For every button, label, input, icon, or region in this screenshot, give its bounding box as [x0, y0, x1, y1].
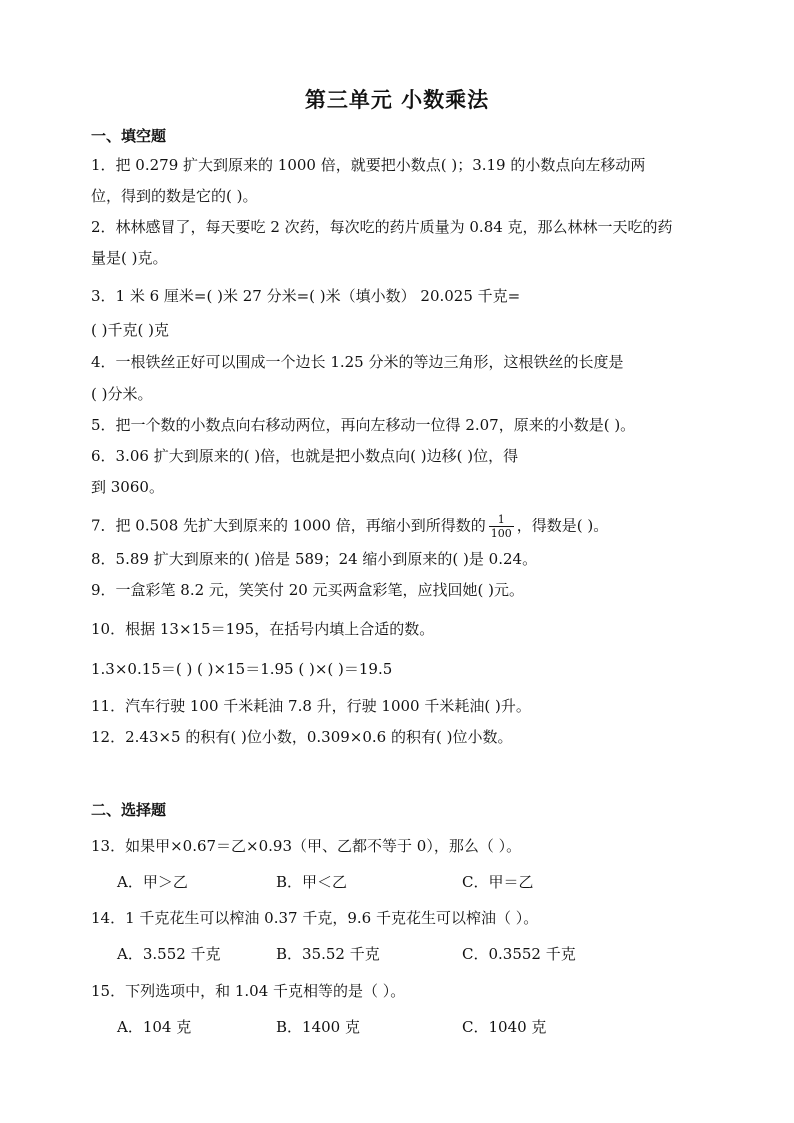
question-4-line-2: ( )分米。 [91, 385, 153, 403]
fraction-denominator: 100 [490, 527, 512, 540]
question-13-option-b: B．甲＜乙 [276, 873, 348, 891]
question-14-option-b: B．35.52 千克 [276, 945, 380, 963]
page-title: 第三单元 小数乘法 [304, 88, 490, 112]
question-5: 5．把一个数的小数点向右移动两位，再向左移动一位得 2.07，原来的小数是( )。 [91, 416, 636, 434]
question-13-option-a: A．甲＞乙 [117, 873, 188, 891]
fraction-numerator: 1 [489, 513, 514, 527]
question-15-option-c: C．1040 克 [462, 1018, 547, 1036]
question-15-option-b: B．1400 克 [276, 1018, 360, 1036]
question-8: 8．5.89 扩大到原来的( )倍是 589；24 缩小到原来的( )是 0.24。 [91, 550, 538, 568]
question-7 [91, 513, 608, 540]
question-14-option-c: C．0.3552 千克 [462, 945, 576, 963]
section-fill-in-blank-heading: 一、填空题 [91, 127, 167, 145]
question-6-line-2: 到 3060。 [91, 478, 164, 496]
question-14-option-a: A．3.552 千克 [117, 945, 221, 963]
question-15-stem: 15．下列选项中，和 1.04 千克相等的是（ ）。 [91, 982, 406, 1000]
question-1-line-2: 位，得到的数是它的( )。 [91, 187, 258, 205]
question-1-line-1: 1．把 0.279 扩大到原来的 1000 倍，就要把小数点( )；3.19 的小数点向左移动两 [91, 156, 646, 174]
question-7-after: ，得数是( )。 [516, 516, 609, 535]
question-4-line-1: 4．一根铁丝正好可以围成一个边长 1.25 分米的等边三角形，这根铁丝的长度是 [91, 353, 624, 371]
question-11: 11．汽车行驶 100 千米耗油 7.8 升，行驶 1000 千米耗油( )升。 [91, 697, 531, 715]
question-13-stem: 13．如果甲×0.67＝乙×0.93（甲、乙都不等于 0），那么（ ）。 [91, 837, 522, 855]
question-10-line-2: 1.3×0.15＝( ) ( )×15＝1.95 ( )×( )＝19.5 [91, 660, 393, 678]
question-15-option-a: A．104 克 [117, 1018, 192, 1036]
section-multiple-choice-heading: 二、选择题 [91, 801, 167, 819]
question-13-option-c: C．甲＝乙 [462, 873, 534, 891]
question-14-stem: 14．1 千克花生可以榨油 0.37 千克，9.6 千克花生可以榨油（ ）。 [91, 909, 539, 927]
question-3-line-1: 3．1 米 6 厘米=( )米 27 分米=( )米（填小数） 20.025 千克= [91, 287, 521, 305]
question-9: 9．一盒彩笔 8.2 元，笑笑付 20 元买两盒彩笔，应找回她( )元。 [91, 581, 525, 599]
question-2-line-1: 2．林林感冒了，每天要吃 2 次药，每次吃的药片质量为 0.84 克，那么林林一天吃的药 [91, 218, 673, 236]
question-3-line-2: ( )千克( )克 [91, 321, 169, 339]
question-12: 12．2.43×5 的积有( )位小数，0.309×0.6 的积有( )位小数。 [91, 728, 513, 746]
question-2-line-2: 量是( )克。 [91, 249, 168, 267]
question-10-line-1: 10．根据 13×15＝195，在括号内填上合适的数。 [91, 620, 435, 638]
fraction-one-hundredth [489, 513, 514, 540]
question-7-before: 7．把 0.508 先扩大到原来的 1000 倍，再缩小到所得数的 [91, 516, 486, 535]
question-6-line-1: 6．3.06 扩大到原来的( )倍，也就是把小数点向( )边移( )位，得 [91, 447, 519, 465]
